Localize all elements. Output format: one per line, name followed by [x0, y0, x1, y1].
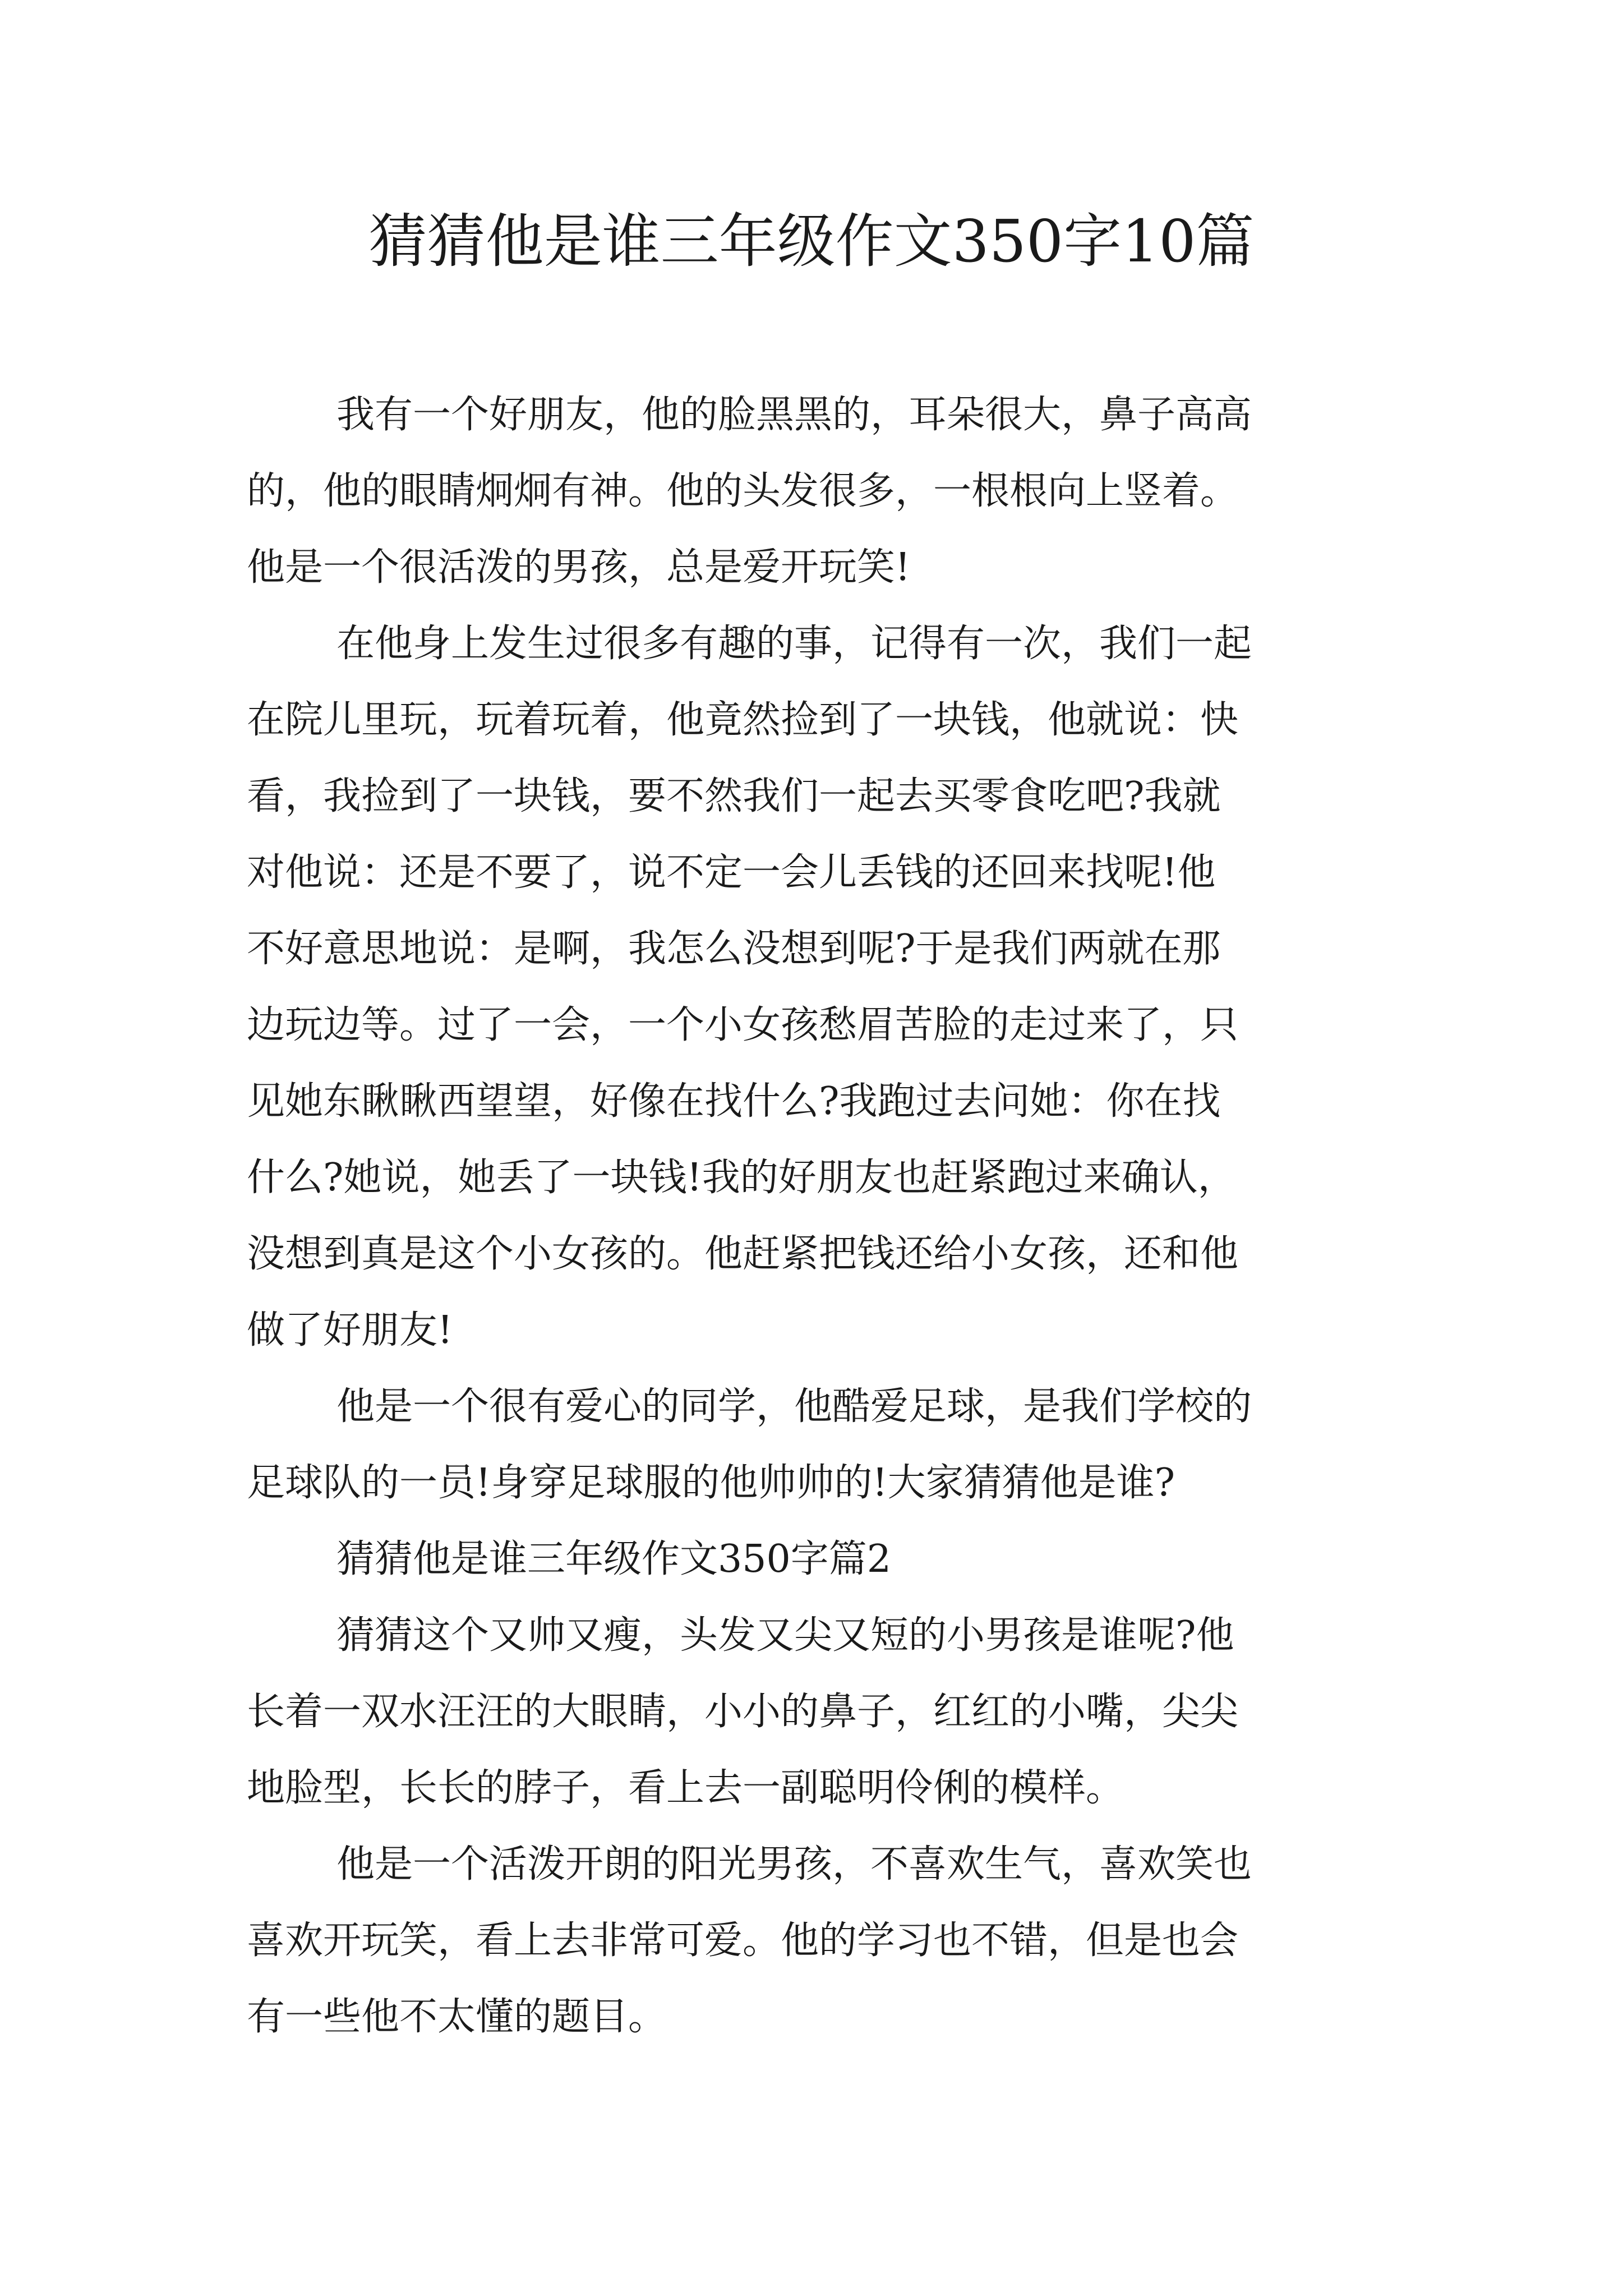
text-line: 他是一个很有爱心的同学，他酷爱足球，是我们学校的 [336, 1384, 1252, 1429]
text-line: 喜欢开玩笑，看上去非常可爱。他的学习也不错，但是也会 [247, 1918, 1239, 1963]
paragraph-4 [247, 1598, 1391, 1826]
text-line: 对他说：还是不要了，说不定一会儿丢钱的还回来找呢!他 [247, 850, 1216, 895]
text-line: 在院儿里玩，玩着玩着，他竟然捡到了一块钱，他就说：快 [247, 698, 1239, 742]
text-line: 猜猜这个又帅又瘦，头发又尖又短的小男孩是谁呢?他 [336, 1613, 1234, 1658]
paragraph-1 [247, 377, 1391, 606]
text-line: 我有一个好朋友，他的脸黑黑的，耳朵很大，鼻子高高 [336, 393, 1252, 437]
text-line: 他是一个很活泼的男孩，总是爱开玩笑! [247, 545, 911, 590]
text-line: 看，我捡到了一块钱，要不然我们一起去买零食吃吧?我就 [247, 774, 1221, 818]
paragraph-3 [247, 1369, 1391, 1521]
text-line: 边玩边等。过了一会，一个小女孩愁眉苦脸的走过来了，只 [247, 1003, 1239, 1047]
text-line: 他是一个活泼开朗的阳光男孩，不喜欢生气，喜欢笑也 [336, 1842, 1252, 1887]
text-line: 在他身上发生过很多有趣的事，记得有一次，我们一起 [336, 622, 1252, 666]
text-line: 长着一双水汪汪的大眼睛，小小的鼻子，红红的小嘴，尖尖 [247, 1690, 1239, 1734]
text-line: 见她东瞅瞅西望望，好像在找什么?我跑过去问她：你在找 [247, 1079, 1221, 1124]
text-line: 做了好朋友! [247, 1308, 453, 1352]
paragraph-5 [247, 1826, 1391, 2055]
document-body [247, 377, 1391, 2055]
document-title: 猜猜他是谁三年级作文350字10篇 [368, 207, 1255, 275]
text-line: 猜猜他是谁三年级作文350字篇2 [336, 1537, 892, 1581]
text-line: 有一些他不太懂的题目。 [247, 1995, 667, 2039]
text-line: 没想到真是这个小女孩的。他赶紧把钱还给小女孩，还和他 [247, 1232, 1239, 1276]
text-line: 地脸型，长长的脖子，看上去一副聪明伶俐的模样。 [247, 1766, 1124, 1810]
section-heading [247, 1521, 1391, 1598]
text-line: 什么?她说，她丢了一块钱!我的好朋友也赶紧跑过来确认， [247, 1156, 1236, 1200]
text-line: 的，他的眼睛炯炯有神。他的头发很多，一根根向上竖着。 [247, 469, 1239, 513]
text-line: 足球队的一员!身穿足球服的他帅帅的!大家猜猜他是谁? [247, 1461, 1175, 1505]
paragraph-2 [247, 606, 1391, 1369]
text-line: 不好意思地说：是啊，我怎么没想到呢?于是我们两就在那 [247, 927, 1221, 971]
